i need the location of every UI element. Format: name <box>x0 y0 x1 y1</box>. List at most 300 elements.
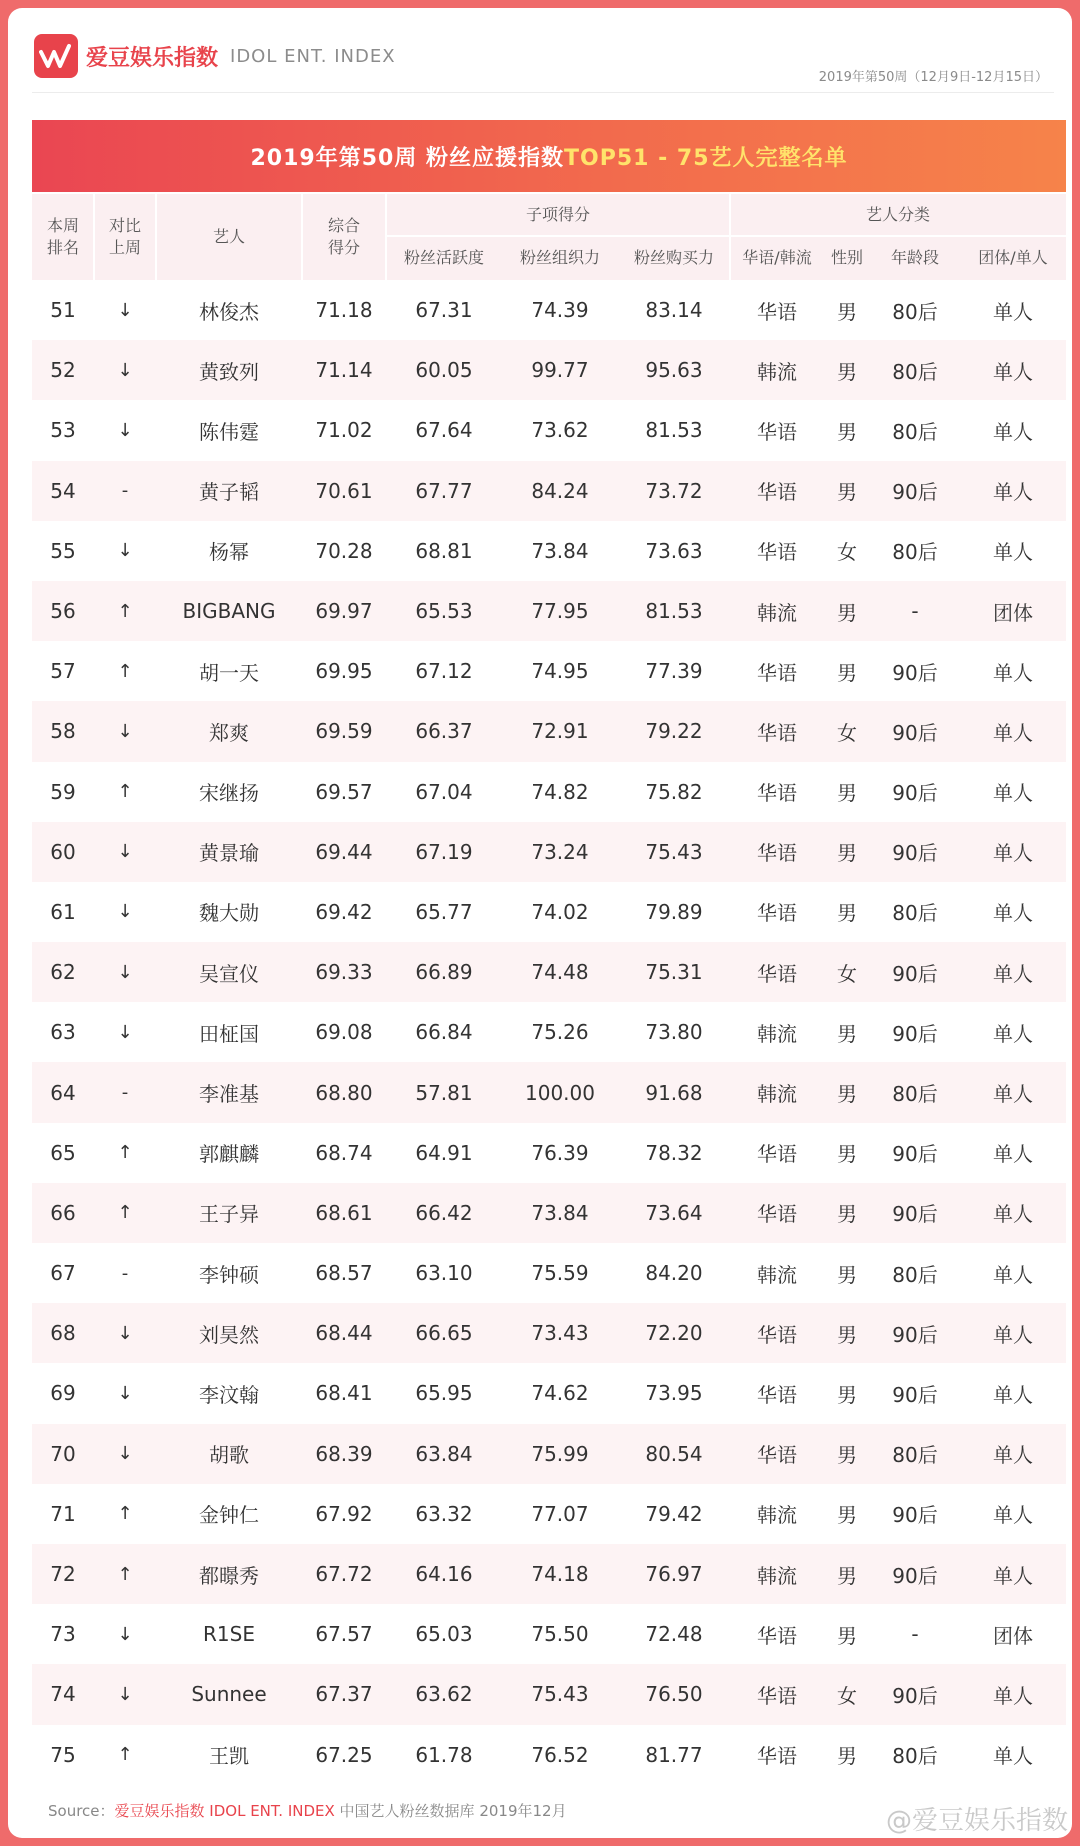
col-type: 团体/单人 <box>978 248 1048 267</box>
rank-cell: 61 <box>50 899 76 924</box>
region-cell: 华语 <box>757 720 797 745</box>
total-score: 67.57 <box>315 1622 373 1647</box>
total-score: 69.42 <box>315 899 373 924</box>
organization-score: 74.39 <box>531 298 589 323</box>
artist-name: 刘昊然 <box>199 1322 259 1347</box>
gender-cell: 男 <box>837 1021 857 1046</box>
activity-score: 65.53 <box>415 599 473 624</box>
activity-score: 64.91 <box>415 1140 473 1165</box>
rank-cell: 71 <box>50 1501 76 1526</box>
region-cell: 华语 <box>757 781 797 806</box>
artist-name: 黄致列 <box>199 359 259 384</box>
type-cell: 单人 <box>993 1563 1033 1588</box>
rank-cell: 70 <box>50 1441 76 1466</box>
age-cell: 90后 <box>892 660 938 685</box>
activity-score: 66.84 <box>415 1020 473 1045</box>
organization-score: 99.77 <box>531 358 589 383</box>
trend-cell: ↑ <box>117 1744 133 1766</box>
source-label: Source： <box>48 1802 115 1820</box>
col-artist: 艺人 <box>212 227 245 246</box>
activity-score: 68.81 <box>415 538 473 563</box>
trend-cell: ↑ <box>117 1202 133 1224</box>
trend-cell: ↓ <box>117 1021 133 1043</box>
rank-cell: 75 <box>50 1742 76 1767</box>
trend-cell: ↓ <box>117 1683 133 1705</box>
type-cell: 单人 <box>993 841 1033 866</box>
col-trend: 对比 上周 <box>108 216 141 257</box>
col-rank: 本周 排名 <box>46 216 79 257</box>
gender-cell: 男 <box>837 1262 857 1287</box>
col-total: 综合 得分 <box>327 216 360 257</box>
type-cell: 单人 <box>993 299 1033 324</box>
region-cell: 华语 <box>757 901 797 926</box>
trend-cell: ↓ <box>117 1443 133 1465</box>
trend-cell: ↑ <box>117 781 133 803</box>
region-cell: 韩流 <box>757 1021 797 1046</box>
total-score: 71.02 <box>315 418 373 443</box>
total-score: 70.61 <box>315 478 373 503</box>
artist-name: 李汶翰 <box>199 1382 259 1407</box>
rank-cell: 68 <box>50 1321 76 1346</box>
organization-score: 100.00 <box>525 1080 595 1105</box>
trend-cell: ↓ <box>117 419 133 441</box>
activity-score: 57.81 <box>415 1080 473 1105</box>
age-cell: 80后 <box>892 299 938 324</box>
artist-name: 金钟仁 <box>199 1503 259 1528</box>
table-row <box>32 1484 1066 1544</box>
rank-cell: 65 <box>50 1140 76 1165</box>
col-activity: 粉丝活跃度 <box>403 248 484 267</box>
rank-cell: 63 <box>50 1020 76 1045</box>
type-cell: 单人 <box>993 1683 1033 1708</box>
purchase-score: 73.72 <box>645 478 703 503</box>
header-divider <box>729 194 731 280</box>
purchase-score: 78.32 <box>645 1140 703 1165</box>
gender-cell: 男 <box>837 1082 857 1107</box>
region-cell: 华语 <box>757 299 797 324</box>
type-cell: 单人 <box>993 720 1033 745</box>
type-cell: 单人 <box>993 1744 1033 1769</box>
organization-score: 73.43 <box>531 1321 589 1346</box>
rank-cell: 67 <box>50 1261 76 1286</box>
rank-cell: 73 <box>50 1622 76 1647</box>
artist-name: 王凯 <box>209 1744 249 1769</box>
purchase-score: 81.53 <box>645 599 703 624</box>
table-row <box>32 1062 1066 1122</box>
age-cell: 90后 <box>892 1202 938 1227</box>
gender-cell: 男 <box>837 1202 857 1227</box>
organization-score: 73.84 <box>531 1200 589 1225</box>
total-score: 71.14 <box>315 358 373 383</box>
purchase-score: 73.64 <box>645 1200 703 1225</box>
header-divider <box>301 194 303 280</box>
total-score: 68.57 <box>315 1261 373 1286</box>
region-cell: 韩流 <box>757 600 797 625</box>
artist-name: 李准基 <box>199 1082 259 1107</box>
table-row <box>32 762 1066 822</box>
purchase-score: 95.63 <box>645 358 703 383</box>
region-cell: 韩流 <box>757 1082 797 1107</box>
total-score: 67.72 <box>315 1562 373 1587</box>
artist-name: 黄景瑜 <box>199 841 259 866</box>
total-score: 68.39 <box>315 1441 373 1466</box>
purchase-score: 73.80 <box>645 1020 703 1045</box>
type-cell: 单人 <box>993 1322 1033 1347</box>
type-cell: 单人 <box>993 1382 1033 1407</box>
activity-score: 64.16 <box>415 1562 473 1587</box>
rank-cell: 53 <box>50 418 76 443</box>
source-note <box>48 1800 567 1821</box>
col-group-subscores: 子项得分 <box>525 205 590 224</box>
table-row <box>32 581 1066 641</box>
type-cell: 单人 <box>993 1021 1033 1046</box>
type-cell: 单人 <box>993 1443 1033 1468</box>
total-score: 68.61 <box>315 1200 373 1225</box>
region-cell: 华语 <box>757 1322 797 1347</box>
col-gender: 性别 <box>830 248 863 267</box>
header-divider <box>386 235 1066 237</box>
trend-cell: ↑ <box>117 660 133 682</box>
source-brand: 爱豆娱乐指数 IDOL ENT. INDEX <box>114 1802 335 1820</box>
organization-score: 84.24 <box>531 478 589 503</box>
trend-cell: ↑ <box>117 1503 133 1525</box>
table-row <box>32 1183 1066 1243</box>
table-row <box>32 400 1066 460</box>
table-row <box>32 1363 1066 1423</box>
artist-name: BIGBANG <box>182 599 276 624</box>
region-cell: 韩流 <box>757 359 797 384</box>
header-divider <box>385 194 387 280</box>
activity-score: 66.89 <box>415 960 473 985</box>
type-cell: 单人 <box>993 660 1033 685</box>
source-detail: 中国艺人粉丝数据库 2019年12月 <box>334 1802 567 1820</box>
age-cell: 80后 <box>892 1744 938 1769</box>
region-cell: 华语 <box>757 540 797 565</box>
purchase-score: 75.82 <box>645 779 703 804</box>
region-cell: 华语 <box>757 961 797 986</box>
gender-cell: 男 <box>837 299 857 324</box>
organization-score: 74.02 <box>531 899 589 924</box>
activity-score: 61.78 <box>415 1742 473 1767</box>
gender-cell: 男 <box>837 841 857 866</box>
artist-name: 王子异 <box>199 1202 259 1227</box>
activity-score: 65.77 <box>415 899 473 924</box>
artist-name: R1SE <box>203 1622 255 1647</box>
age-cell: 90后 <box>892 781 938 806</box>
age-cell: 80后 <box>892 1082 938 1107</box>
total-score: 67.25 <box>315 1742 373 1767</box>
table-row <box>32 340 1066 400</box>
col-region: 华语/韩流 <box>742 248 812 267</box>
gender-cell: 男 <box>837 901 857 926</box>
activity-score: 63.10 <box>415 1261 473 1286</box>
table-row <box>32 1544 1066 1604</box>
week-range: 2019年第50周（12月9日-12月15日） <box>818 70 1048 85</box>
age-cell: 80后 <box>892 1443 938 1468</box>
col-age: 年龄段 <box>890 248 939 267</box>
gender-cell: 男 <box>837 781 857 806</box>
organization-score: 72.91 <box>531 719 589 744</box>
table-row <box>32 521 1066 581</box>
table-row <box>32 822 1066 882</box>
purchase-score: 76.97 <box>645 1562 703 1587</box>
divider <box>32 92 1054 93</box>
purchase-score: 83.14 <box>645 298 703 323</box>
type-cell: 单人 <box>993 359 1033 384</box>
activity-score: 60.05 <box>415 358 473 383</box>
region-cell: 华语 <box>757 1142 797 1167</box>
gender-cell: 男 <box>837 1623 857 1648</box>
watermark-text: @爱豆娱乐指数 <box>885 1806 1068 1836</box>
artist-name: 郭麒麟 <box>199 1142 259 1167</box>
gender-cell: 男 <box>837 660 857 685</box>
trend-cell: ↑ <box>117 600 133 622</box>
activity-score: 65.95 <box>415 1381 473 1406</box>
type-cell: 单人 <box>993 961 1033 986</box>
organization-score: 74.62 <box>531 1381 589 1406</box>
table-row <box>32 1604 1066 1664</box>
trend-cell: ↓ <box>117 720 133 742</box>
organization-score: 75.26 <box>531 1020 589 1045</box>
purchase-score: 72.48 <box>645 1622 703 1647</box>
age-cell: 90后 <box>892 1142 938 1167</box>
activity-score: 67.19 <box>415 839 473 864</box>
rank-cell: 55 <box>50 538 76 563</box>
artist-name: 吴宣仪 <box>199 961 259 986</box>
artist-name: 胡一天 <box>199 660 259 685</box>
type-cell: 团体 <box>993 600 1033 625</box>
age-cell: 80后 <box>892 540 938 565</box>
age-cell: 90后 <box>892 1382 938 1407</box>
region-cell: 韩流 <box>757 1563 797 1588</box>
total-score: 69.08 <box>315 1020 373 1045</box>
organization-score: 73.84 <box>531 538 589 563</box>
gender-cell: 女 <box>837 720 857 745</box>
rank-cell: 69 <box>50 1381 76 1406</box>
rank-cell: 51 <box>50 298 76 323</box>
organization-score: 75.59 <box>531 1261 589 1286</box>
artist-name: 都暻秀 <box>199 1563 259 1588</box>
trend-cell: - <box>121 480 129 502</box>
organization-score: 73.62 <box>531 418 589 443</box>
logo-mark-icon <box>34 34 78 78</box>
age-cell: 80后 <box>892 1262 938 1287</box>
type-cell: 单人 <box>993 781 1033 806</box>
total-score: 69.57 <box>315 779 373 804</box>
table-row <box>32 461 1066 521</box>
type-cell: 单人 <box>993 901 1033 926</box>
artist-name: 黄子韬 <box>199 480 259 505</box>
table-row <box>32 701 1066 761</box>
weibo-watermark <box>886 1800 1068 1837</box>
col-purchase: 粉丝购买力 <box>633 248 714 267</box>
table-row <box>32 1725 1066 1785</box>
type-cell: 单人 <box>993 419 1033 444</box>
activity-score: 66.42 <box>415 1200 473 1225</box>
purchase-score: 72.20 <box>645 1321 703 1346</box>
purchase-score: 75.31 <box>645 960 703 985</box>
ranking-card <box>8 8 1072 1838</box>
table-row <box>32 280 1066 340</box>
table-row <box>32 1123 1066 1183</box>
organization-score: 74.95 <box>531 659 589 684</box>
gender-cell: 男 <box>837 1382 857 1407</box>
organization-score: 76.39 <box>531 1140 589 1165</box>
trend-cell: ↓ <box>117 299 133 321</box>
region-cell: 华语 <box>757 660 797 685</box>
rank-cell: 54 <box>50 478 76 503</box>
gender-cell: 男 <box>837 1322 857 1347</box>
rank-cell: 57 <box>50 659 76 684</box>
age-cell: 80后 <box>892 901 938 926</box>
total-score: 68.74 <box>315 1140 373 1165</box>
age-cell: 90后 <box>892 1563 938 1588</box>
organization-score: 76.52 <box>531 1742 589 1767</box>
purchase-score: 79.42 <box>645 1501 703 1526</box>
rank-cell: 64 <box>50 1080 76 1105</box>
total-score: 69.33 <box>315 960 373 985</box>
rank-cell: 56 <box>50 599 76 624</box>
type-cell: 团体 <box>993 1623 1033 1648</box>
total-score: 71.18 <box>315 298 373 323</box>
region-cell: 华语 <box>757 1623 797 1648</box>
trend-cell: ↓ <box>117 359 133 381</box>
total-score: 69.44 <box>315 839 373 864</box>
organization-score: 75.43 <box>531 1682 589 1707</box>
total-score: 69.95 <box>315 659 373 684</box>
artist-name: 宋继扬 <box>199 781 259 806</box>
region-cell: 韩流 <box>757 1262 797 1287</box>
col-group-class: 艺人分类 <box>865 205 930 224</box>
artist-name: 杨幂 <box>209 540 249 565</box>
table-row <box>32 882 1066 942</box>
table-row <box>32 1424 1066 1484</box>
rank-cell: 62 <box>50 960 76 985</box>
brand-logo <box>34 34 396 78</box>
region-cell: 华语 <box>757 1683 797 1708</box>
brand-name-cn: 爱豆娱乐指数 <box>86 45 219 71</box>
age-cell: 90后 <box>892 841 938 866</box>
type-cell: 单人 <box>993 1202 1033 1227</box>
total-score: 68.44 <box>315 1321 373 1346</box>
table-row <box>32 1664 1066 1724</box>
activity-score: 67.31 <box>415 298 473 323</box>
gender-cell: 女 <box>837 1683 857 1708</box>
rank-cell: 66 <box>50 1200 76 1225</box>
organization-score: 74.48 <box>531 960 589 985</box>
trend-cell: ↓ <box>117 1623 133 1645</box>
activity-score: 66.37 <box>415 719 473 744</box>
purchase-score: 81.77 <box>645 1742 703 1767</box>
region-cell: 华语 <box>757 1202 797 1227</box>
age-cell: - <box>911 599 919 624</box>
activity-score: 65.03 <box>415 1622 473 1647</box>
purchase-score: 84.20 <box>645 1261 703 1286</box>
artist-name: Sunnee <box>191 1682 267 1707</box>
activity-score: 67.77 <box>415 478 473 503</box>
purchase-score: 75.43 <box>645 839 703 864</box>
artist-name: 郑爽 <box>209 720 249 745</box>
purchase-score: 91.68 <box>645 1080 703 1105</box>
region-cell: 华语 <box>757 1744 797 1769</box>
purchase-score: 73.95 <box>645 1381 703 1406</box>
region-cell: 华语 <box>757 841 797 866</box>
organization-score: 73.24 <box>531 839 589 864</box>
gender-cell: 女 <box>837 961 857 986</box>
region-cell: 华语 <box>757 1443 797 1468</box>
gender-cell: 女 <box>837 540 857 565</box>
artist-name: 田柾国 <box>199 1021 259 1046</box>
age-cell: 90后 <box>892 1322 938 1347</box>
total-score: 68.41 <box>315 1381 373 1406</box>
total-score: 69.59 <box>315 719 373 744</box>
age-cell: 90后 <box>892 480 938 505</box>
type-cell: 单人 <box>993 1262 1033 1287</box>
activity-score: 67.04 <box>415 779 473 804</box>
header-divider <box>155 194 157 280</box>
organization-score: 74.82 <box>531 779 589 804</box>
age-cell: 90后 <box>892 1683 938 1708</box>
table-row <box>32 1243 1066 1303</box>
gender-cell: 男 <box>837 1503 857 1528</box>
region-cell: 华语 <box>757 419 797 444</box>
region-cell: 华语 <box>757 480 797 505</box>
organization-score: 74.18 <box>531 1562 589 1587</box>
table-header <box>32 194 1066 280</box>
region-cell: 华语 <box>757 1382 797 1407</box>
organization-score: 75.99 <box>531 1441 589 1466</box>
gender-cell: 男 <box>837 1443 857 1468</box>
artist-name: 陈伟霆 <box>199 419 259 444</box>
type-cell: 单人 <box>993 1142 1033 1167</box>
banner-title: 2019年第50周 粉丝应援指数 <box>250 145 564 171</box>
type-cell: 单人 <box>993 480 1033 505</box>
total-score: 67.37 <box>315 1682 373 1707</box>
age-cell: 90后 <box>892 1503 938 1528</box>
activity-score: 63.32 <box>415 1501 473 1526</box>
header-divider <box>93 194 95 280</box>
region-cell: 韩流 <box>757 1503 797 1528</box>
purchase-score: 81.53 <box>645 418 703 443</box>
age-cell: 90后 <box>892 1021 938 1046</box>
purchase-score: 80.54 <box>645 1441 703 1466</box>
rank-cell: 58 <box>50 719 76 744</box>
table-row <box>32 942 1066 1002</box>
total-score: 69.97 <box>315 599 373 624</box>
brand-name-en: IDOL ENT. INDEX <box>230 45 396 67</box>
gender-cell: 男 <box>837 1563 857 1588</box>
age-cell: 90后 <box>892 720 938 745</box>
trend-cell: ↓ <box>117 1322 133 1344</box>
age-cell: 80后 <box>892 359 938 384</box>
artist-name: 胡歌 <box>209 1443 249 1468</box>
banner-title-highlight: TOP51 - 75艺人完整名单 <box>564 145 848 171</box>
purchase-score: 76.50 <box>645 1682 703 1707</box>
table-row <box>32 1002 1066 1062</box>
table-body <box>32 280 1066 1785</box>
gender-cell: 男 <box>837 1744 857 1769</box>
activity-score: 63.62 <box>415 1682 473 1707</box>
trend-cell: ↓ <box>117 540 133 562</box>
trend-cell: ↑ <box>117 1142 133 1164</box>
trend-cell: - <box>121 1262 129 1284</box>
age-cell: 80后 <box>892 419 938 444</box>
total-score: 68.80 <box>315 1080 373 1105</box>
table-row <box>32 641 1066 701</box>
trend-cell: - <box>121 1082 129 1104</box>
gender-cell: 男 <box>837 1142 857 1167</box>
type-cell: 单人 <box>993 1503 1033 1528</box>
